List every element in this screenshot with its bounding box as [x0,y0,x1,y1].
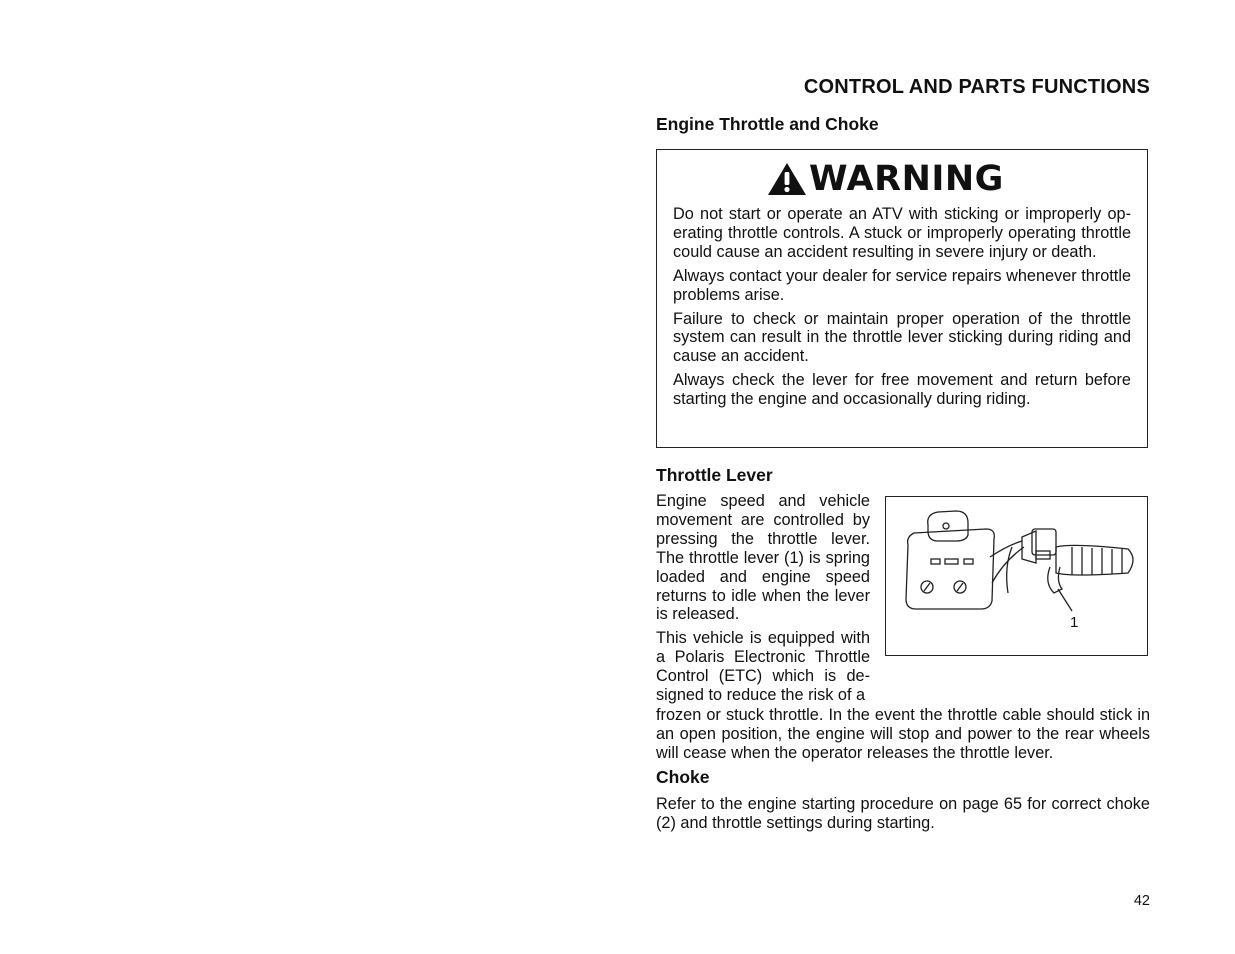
throttle-paragraph-2-start: This vehicle is equipped with a Polaris Electronic Throttle Control (ETC) which is de-signed to reduce the risk of a [656,629,870,705]
warning-paragraph: Always check the lever for free movement and return before starting the engine and occasionally during riding. [673,371,1131,409]
section-title: CONTROL AND PARTS FUNCTIONS [803,76,1150,98]
throttle-lever-text [656,492,870,705]
warning-title [767,159,1004,199]
warning-triangle-icon [767,162,807,196]
warning-paragraph: Do not start or operate an ATV with sticking or improperly op-erating throttle controls. A stuck or improperly operating throttle could cause an accident resulting in severe injury or death. [673,205,1131,261]
throttle-lever-illustration [885,496,1148,656]
choke-text: Refer to the engine starting procedure on page 65 for correct choke (2) and throttle settings during starting. [656,795,1150,832]
throttle-paragraph-1: Engine speed and vehicle movement are controlled by pressing the throttle lever. The throttle lever (1) is spring loaded and engine speed returns to idle when the lever is released. [656,492,870,624]
warning-text [673,205,1131,414]
page-number: 42 [1133,893,1150,909]
warning-label: WARNING [809,159,1004,199]
figure-callout-1: 1 [1070,614,1079,631]
handlebar-control-drawing [886,497,1147,655]
warning-paragraph: Always contact your dealer for service repairs whenever throttle problems arise. [673,266,1131,304]
throttle-paragraph-2-end: frozen or stuck throttle. In the event the throttle cable should stick in an open position, the engine will stop and power to the rear wheels will cease when the operator releases the throttle lever. [656,706,1150,762]
subsection-title: Engine Throttle and Choke [656,114,879,134]
throttle-lever-heading: Throttle Lever [656,465,773,485]
warning-paragraph: Failure to check or maintain proper operation of the throttle system can result in the throttle lever sticking during riding and cause an accident. [673,309,1131,366]
choke-heading: Choke [656,767,710,787]
